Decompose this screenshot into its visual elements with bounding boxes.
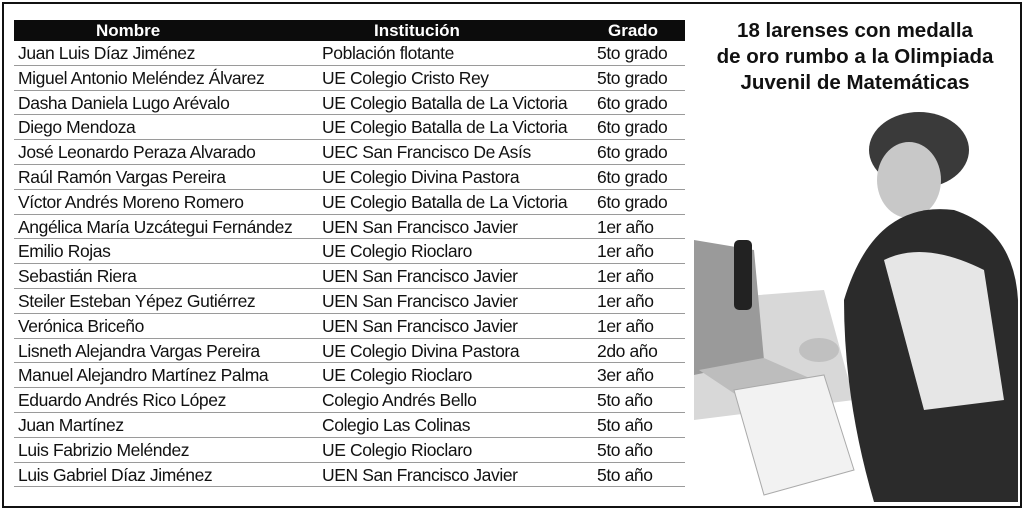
table-row: [14, 41, 685, 66]
table-row: [14, 314, 685, 339]
name-cell: Emilio Rojas: [18, 241, 111, 262]
table-row: [14, 388, 685, 413]
laptop-screen: [694, 240, 764, 375]
name-cell: Miguel Antonio Meléndez Álvarez: [18, 67, 265, 88]
institution-cell: Población flotante: [322, 43, 454, 63]
name-cell: Angélica María Uzcátegui Fernández: [18, 216, 293, 237]
institution-cell: UE Colegio Divina Pastora: [322, 340, 520, 361]
header-institucion: Institución: [374, 21, 460, 40]
name-cell: Lisneth Alejandra Vargas Pereira: [18, 340, 260, 361]
water-bottle: [734, 240, 752, 310]
institution-cell: UEN San Francisco Javier: [322, 216, 518, 237]
grade-cell: 1er año: [597, 290, 654, 311]
table-row: [14, 190, 685, 215]
table-row: [14, 363, 685, 388]
grade-cell: 6to grado: [597, 117, 668, 138]
institution-cell: UE Colegio Batalla de La Victoria: [322, 191, 568, 212]
grade-cell: 5to grado: [597, 43, 668, 63]
grade-cell: 3er año: [597, 365, 654, 386]
table-row: [14, 289, 685, 314]
name-cell: Diego Mendoza: [18, 117, 136, 138]
header-nombre: Nombre: [96, 21, 161, 40]
student-laptop-photo: [694, 100, 1018, 502]
table-row: [14, 463, 685, 488]
grade-cell: 2do año: [597, 340, 658, 361]
grade-cell: 6to grado: [597, 92, 668, 113]
header-grado: Grado: [608, 21, 659, 40]
grade-cell: 5to grado: [597, 67, 668, 88]
headline-line-2: de oro rumbo a la Olimpiada: [716, 45, 994, 68]
name-cell: Eduardo Andrés Rico López: [18, 390, 226, 411]
hands: [799, 338, 839, 362]
grade-cell: 1er año: [597, 266, 654, 287]
name-cell: Sebastián Riera: [18, 266, 137, 287]
institution-cell: Colegio Las Colinas: [322, 414, 471, 435]
name-cell: Raúl Ramón Vargas Pereira: [18, 166, 226, 187]
name-cell: Juan Martínez: [18, 414, 124, 435]
headline-line-3: Juvenil de Matemáticas: [740, 71, 970, 94]
name-cell: Luis Fabrizio Meléndez: [18, 439, 190, 460]
name-cell: Steiler Esteban Yépez Gutiérrez: [18, 290, 256, 311]
table-header: [14, 20, 685, 41]
grade-cell: 6to grado: [597, 191, 668, 212]
institution-cell: UE Colegio Rioclaro: [322, 241, 472, 262]
name-cell: Juan Luis Díaz Jiménez: [18, 43, 195, 63]
grade-cell: 5to año: [597, 414, 653, 435]
institution-cell: UEN San Francisco Javier: [322, 315, 518, 336]
headline-line-1: 18 larenses con medalla: [737, 19, 973, 42]
institution-cell: UEN San Francisco Javier: [322, 464, 518, 485]
grade-cell: 6to grado: [597, 142, 668, 163]
medalists-table: [14, 20, 685, 487]
institution-cell: UE Colegio Rioclaro: [322, 365, 472, 386]
grade-cell: 1er año: [597, 216, 654, 237]
table-row: [14, 413, 685, 438]
headline: [700, 18, 1010, 96]
grade-cell: 1er año: [597, 315, 654, 336]
face: [877, 142, 941, 218]
name-cell: Verónica Briceño: [18, 315, 144, 336]
institution-cell: UE Colegio Divina Pastora: [322, 166, 520, 187]
grade-cell: 1er año: [597, 241, 654, 262]
institution-cell: UE Colegio Rioclaro: [322, 439, 472, 460]
name-cell: Luis Gabriel Díaz Jiménez: [18, 464, 213, 485]
table-row: [14, 339, 685, 364]
table-row: [14, 438, 685, 463]
name-cell: Dasha Daniela Lugo Arévalo: [18, 92, 230, 113]
name-cell: Víctor Andrés Moreno Romero: [18, 191, 244, 212]
institution-cell: UE Colegio Batalla de La Victoria: [322, 117, 568, 138]
table-row: [14, 165, 685, 190]
table-row: [14, 91, 685, 116]
institution-cell: UEC San Francisco De Asís: [322, 142, 531, 163]
institution-cell: UE Colegio Batalla de La Victoria: [322, 92, 568, 113]
institution-cell: UEN San Francisco Javier: [322, 266, 518, 287]
table-row: [14, 215, 685, 240]
institution-cell: UEN San Francisco Javier: [322, 290, 518, 311]
name-cell: Manuel Alejandro Martínez Palma: [18, 365, 269, 386]
grade-cell: 6to grado: [597, 166, 668, 187]
table-row: [14, 140, 685, 165]
grade-cell: 5to año: [597, 439, 653, 460]
table-row: [14, 66, 685, 91]
table-row: [14, 239, 685, 264]
grade-cell: 5to año: [597, 390, 653, 411]
grade-cell: 5to año: [597, 464, 653, 485]
table-row: [14, 115, 685, 140]
institution-cell: Colegio Andrés Bello: [322, 390, 477, 411]
table-row: [14, 264, 685, 289]
name-cell: José Leonardo Peraza Alvarado: [18, 142, 256, 163]
institution-cell: UE Colegio Cristo Rey: [322, 67, 489, 88]
